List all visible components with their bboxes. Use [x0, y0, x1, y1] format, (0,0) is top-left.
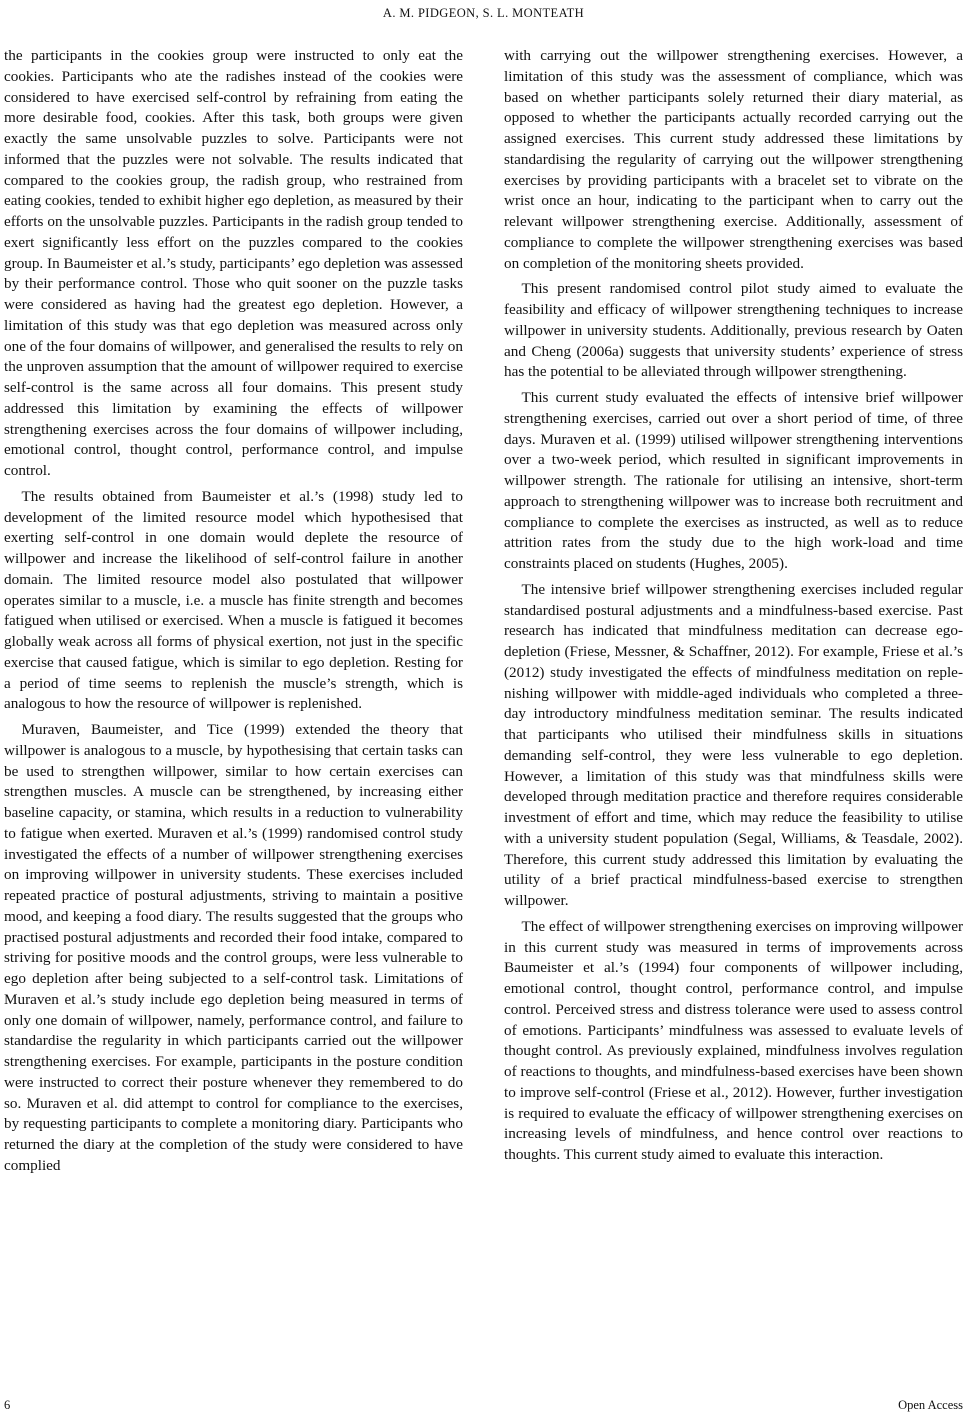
- body-paragraph: The effect of willpower strengthening exercises on improving willpower in this current study was measured in terms of improvements across Baumeister et al.’s (1994) four components of willpower including, emotional control, thought control, performance control, and impulse control. Perceived stress and distress tolerance were used to assess control of emotions. Participants’ mindfulness was assessed to evaluate levels of thought control. As previously explained, mindfulness involves regulation of reactions to thoughts, and mindfulness-based exercises have been shown to improve self-control (Friese et al., 2012). However, further investigation is required to evaluate the efficacy of willpower strengthening exercises on increasing levels of mindfulness, and hence control over reactions to thoughts. This current study aimed to evaluate this interaction.: [504, 917, 963, 1163]
- right-column: [504, 46, 963, 1171]
- body-paragraph: the participants in the cookies group were instructed to only eat the cookies. Participants who ate the radishes instead of the cookies were considered to have exercised self-control by refraining from eating the more desirable food, cookies. After this task, both groups were given exactly the same unsolvable puzzles to solve. Participants were not informed that the puzzles were not solvable. The results indicated that compared to the cookies group, the radish group, who restrained from eating cookies, tended to exhibit higher ego depletion, as measured by their efforts on the unsolvable puzzles. Participants in the radish group tended to exert significantly less effort on the puzzles compared to the cookies group. In Baumeister et al.’s study, participants’ ego depletion was assessed by their performance control. Those who quit sooner on the puzzle tasks were considered as having had the greatest ego depletion. However, a limitation of this study was that ego depletion was measured across only one of the four domains of willpower, and generalised the results to rely on the unproven assumption that the amount of willpower required to exercise self-control is the same across all four domains. This present study addressed this limitation by examining the effects of willpower strengthening exercises across the four domains of willpower including, emotional control, thought control, performance control, and impulse control.: [4, 47, 463, 479]
- running-header: A. M. PIDGEON, S. L. MONTEATH: [382, 6, 585, 20]
- body-paragraph: This current study evaluated the effects of intensive brief willpower strengthening exercises, carried out over a short period of time, of three days. Muraven et al. (1999) utilised willpower strengthening interventions over a two-week period, which resulted in significant improvements in willpower strength. The rationale for utilising an intensive, short-term approach to strengthening willpower was to increase both recruitment and compliance to complete the exercises as instructed, as well as to reduce attrition rates from the study due to the high work-load and time constraints placed on students (Hughes, 2005).: [504, 389, 963, 572]
- body-paragraph: with carrying out the willpower strengthening exercises. However, a limitation of this study was the assessment of compliance, which was based on whether participants solely returned their diary material, as opposed to whether the participants actually recorded carrying out the assigned exercises. This current study addressed these limitations by standardising the regularity of carrying out the willpower strengthening exercises by providing participants with a bracelet set to vibrate on the wrist once an hour, indicating to the participant when to carry out the relevant willpower strengthening exercise. Additionally, assessment of compliance to complete the willpower strengthening exercises was based on completion of the monitoring sheets provided.: [504, 47, 963, 272]
- page-number: 6: [4, 1398, 11, 1412]
- body-paragraph: The results obtained from Baumeister et al.’s (1998) study led to development of the limited resource model which hypothesised that exerting self-control in one domain would deplete the resource of willpower and increase the likelihood of self-control failure in another domain. The limited resource model also postulated that willpower operates similar to a muscle, i.e. a muscle has finite strength and becomes fatigued when utilised or exercised. When a muscle is fatigued it becomes globally weak across all forms of physical exertion, not just in the specific exercise that caused fatigue, which is similar to ego depletion. Resting for a period of time seems to replenish the muscle’s strength, which is analogous to how the resource of willpower is replenished.: [4, 487, 463, 713]
- body-paragraph: This present randomised control pilot study aimed to evaluate the feasibility and efficacy of willpower strengthening techniques to increase willpower in university students. Additionally, previous research by Oaten and Cheng (2006a) suggests that university students’ experience of stress has the potential to be alleviated through willpower strengthening.: [504, 280, 963, 381]
- body-paragraph: Muraven, Baumeister, and Tice (1999) extended the theory that willpower is analogous to a muscle, by hypothesising that certain tasks can be used to strengthen willpower, similar to how certain exercises can strengthen muscles. A muscle can be strengthened, by increasing either baseline capacity, or stamina, which results in a reduction to vulnerability to fatigue when exerted. Muraven et al.’s (1999) randomised control study investigated the effects of a number of willpower strengthening exercises on improving willpower in university students. These exercises included repeated practice of postural adjustments, striving to maintain a positive mood, and keeping a food diary. The results suggested that the groups who practised postural adjustments and recorded their food intake, compared to striving for positive moods and the control groups, were less vulnerable to ego depletion after being subjected to a self-control task. Limitations of Muraven et al.’s study include ego depletion being measured in terms of only one domain of willpower, namely, performance control, and failure to standardise the regularity in which participants carried out the willpower strengthening exercises. For example, participants in the posture condition were instructed to correct their posture whenever they remembered to do so. Muraven et al. did attempt to control for compliance to the exercises, by requesting participants to complete a monitoring diary. Participants who returned the diary at the completion of the study were considered to have complied: [4, 721, 463, 1174]
- journal-label: Open Access: [898, 1398, 963, 1412]
- left-column: [4, 46, 463, 1182]
- body-paragraph: The intensive brief willpower strengthening exercises included regular standardised postural adjustments and a mindfulness-based exercise. Past research has indicated that mindfulness meditation can decrease ego-depletion (Friese, Messner, & Schaffner, 2012). For example, Friese et al.’s (2012) study investigated the effects of mindfulness meditation on replenishing willpower with middle-aged individuals who completed a three-day introductory mindfulness meditation seminar. The results indicated that participants who utilised their mindfulness skills in situations demanding self-control, they were less vulnerable to ego depletion. However, a limitation of this study was that mindfulness skills were developed through meditation practice and therefore requires considerable investment of effort and time, which may reduce the feasibility to utilise with a university student population (Segal, Williams, & Teasdale, 2002). Therefore, this current study addressed this limitation by evaluating the utility of a brief practical mindfulness-based exercise to strengthen willpower.: [504, 580, 963, 909]
